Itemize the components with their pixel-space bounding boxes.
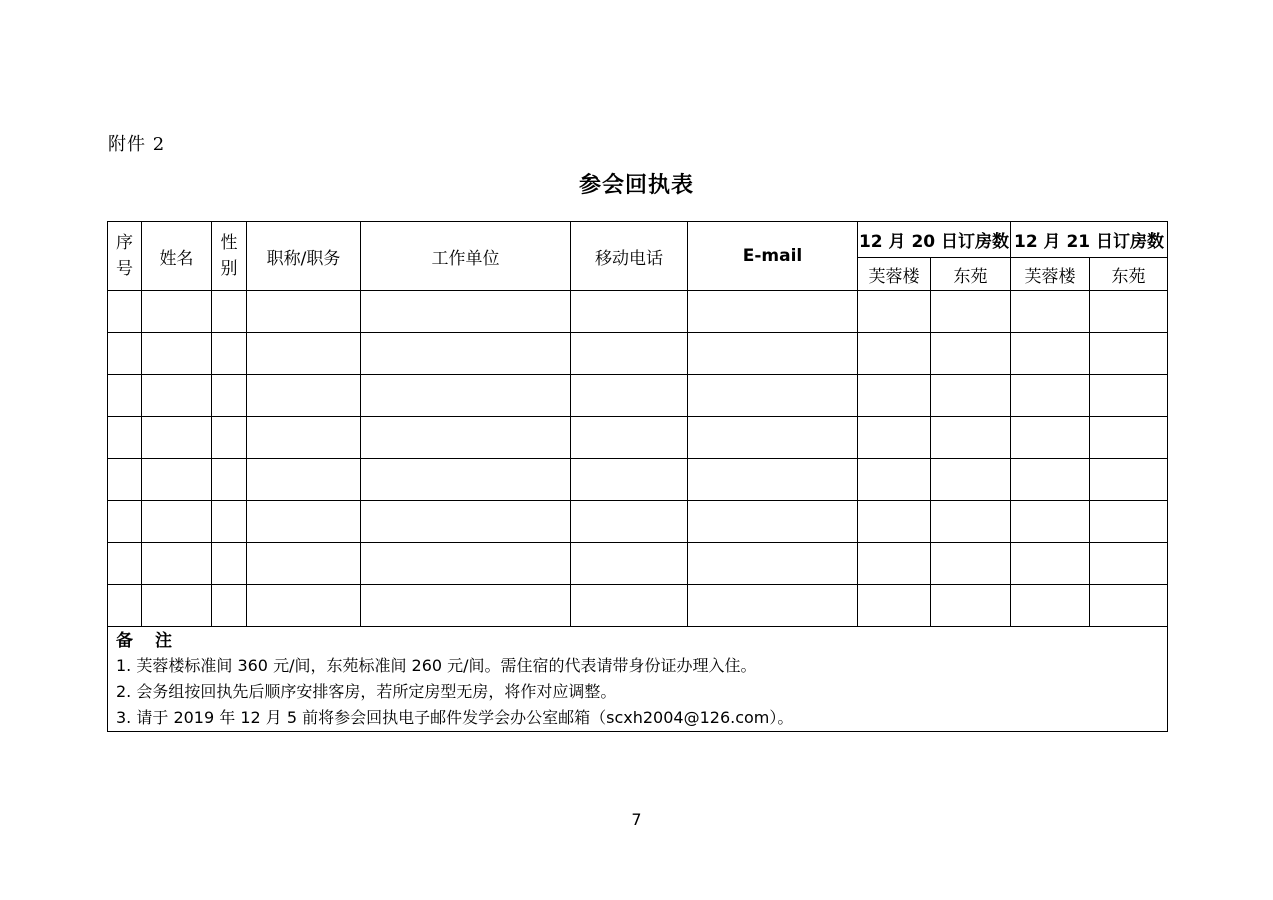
table-cell[interactable] [212,543,247,585]
header-booking-dec20: 12 月 20 日订房数 [858,222,1011,258]
table-cell[interactable] [142,459,212,501]
table-row [108,375,1168,417]
page-number: 7 [631,810,642,829]
notes-cell [108,627,1168,732]
table-cell[interactable] [1090,585,1168,627]
header-email: E-mail [688,222,858,291]
table-cell[interactable] [361,291,571,333]
header-seq [108,222,142,291]
table-cell[interactable] [108,417,142,459]
table-cell[interactable] [247,459,361,501]
table-cell[interactable] [212,585,247,627]
table-cell[interactable] [142,585,212,627]
table-cell[interactable] [1011,375,1090,417]
note-item-3: 3. 请于 2019 年 12 月 5 前将参会回执电子邮件发学会办公室邮箱（scxh2004@126.com）。 [116,708,794,727]
registration-table [107,221,1168,732]
table-cell[interactable] [931,501,1011,543]
table-cell[interactable] [571,291,688,333]
form-title: 参会回执表 [578,173,694,198]
table-cell[interactable] [688,501,858,543]
table-cell[interactable] [931,543,1011,585]
table-row [108,459,1168,501]
table-cell[interactable] [688,459,858,501]
table-cell[interactable] [858,501,931,543]
table-cell[interactable] [108,459,142,501]
header-booking-dec21: 12 月 21 日订房数 [1011,222,1168,258]
table-cell[interactable] [688,417,858,459]
table-cell[interactable] [931,585,1011,627]
table-row [108,417,1168,459]
table-cell[interactable] [212,459,247,501]
table-cell[interactable] [1011,291,1090,333]
table-cell[interactable] [931,417,1011,459]
note-item-1: 1. 芙蓉楼标准间 360 元/间，东苑标准间 260 元/间。需住宿的代表请带身份证办理入住。 [116,656,757,675]
table-cell[interactable] [361,333,571,375]
header-seq-char1: 序 [116,233,133,253]
table-cell[interactable] [931,333,1011,375]
table-cell[interactable] [688,291,858,333]
notes-heading [116,629,1159,653]
table-cell[interactable] [688,333,858,375]
table-cell[interactable] [1090,291,1168,333]
header-gender-char2: 别 [220,259,238,279]
table-cell[interactable] [247,291,361,333]
attachment-label: 附件 2 [108,134,166,155]
table-cell[interactable] [212,417,247,459]
subheader-dec20-furonglou: 芙蓉楼 [858,258,931,291]
table-cell[interactable] [571,585,688,627]
table-cell[interactable] [858,291,931,333]
table-cell[interactable] [571,333,688,375]
table-cell[interactable] [361,543,571,585]
table-row [108,501,1168,543]
table-cell[interactable] [108,291,142,333]
header-gender-char1: 性 [220,233,238,253]
table-cell[interactable] [858,543,931,585]
subheader-dec21-dongyuan: 东苑 [1090,258,1168,291]
table-cell[interactable] [108,501,142,543]
table-cell[interactable] [108,333,142,375]
table-cell[interactable] [142,417,212,459]
table-cell[interactable] [571,417,688,459]
table-cell[interactable] [247,375,361,417]
table-cell[interactable] [1090,375,1168,417]
table-cell[interactable] [212,375,247,417]
table-cell[interactable] [212,501,247,543]
table-cell[interactable] [108,543,142,585]
table-cell[interactable] [858,459,931,501]
table-cell[interactable] [1011,585,1090,627]
table-cell[interactable] [142,375,212,417]
table-cell[interactable] [858,417,931,459]
table-cell[interactable] [1011,333,1090,375]
table-cell[interactable] [108,375,142,417]
header-gender [212,222,247,291]
table-cell[interactable] [361,459,571,501]
table-cell[interactable] [688,585,858,627]
table-cell[interactable] [142,501,212,543]
table-row [108,291,1168,333]
table-cell[interactable] [247,543,361,585]
table-cell[interactable] [247,585,361,627]
table-cell[interactable] [361,585,571,627]
table-cell[interactable] [247,501,361,543]
table-cell[interactable] [247,333,361,375]
table-cell[interactable] [571,543,688,585]
table-cell[interactable] [247,417,361,459]
table-cell[interactable] [1090,501,1168,543]
table-cell[interactable] [108,585,142,627]
table-cell[interactable] [361,375,571,417]
table-cell[interactable] [571,375,688,417]
header-mobile: 移动电话 [571,222,688,291]
table-cell[interactable] [1090,543,1168,585]
table-cell[interactable] [361,501,571,543]
table-cell[interactable] [858,375,931,417]
subheader-dec20-dongyuan: 东苑 [931,258,1011,291]
table-cell[interactable] [142,543,212,585]
table-cell[interactable] [931,291,1011,333]
table-cell[interactable] [858,333,931,375]
table-cell[interactable] [931,375,1011,417]
table-cell[interactable] [1011,417,1090,459]
table-cell[interactable] [1011,459,1090,501]
header-unit: 工作单位 [361,222,571,291]
table-cell[interactable] [1090,333,1168,375]
table-cell[interactable] [688,543,858,585]
table-cell[interactable] [571,501,688,543]
table-cell[interactable] [1011,501,1090,543]
subheader-dec21-furonglou: 芙蓉楼 [1011,258,1090,291]
table-cell[interactable] [212,291,247,333]
table-row [108,543,1168,585]
table-cell[interactable] [858,585,931,627]
table-row [108,585,1168,627]
table-cell[interactable] [212,333,247,375]
table-cell[interactable] [1090,459,1168,501]
table-cell[interactable] [571,459,688,501]
table-row [108,333,1168,375]
header-name: 姓名 [142,222,212,291]
notes-heading-a: 备 [116,631,133,651]
table-cell[interactable] [142,333,212,375]
table-cell[interactable] [142,291,212,333]
table-cell[interactable] [931,459,1011,501]
notes-heading-b: 注 [155,631,172,651]
table-cell[interactable] [688,375,858,417]
table-cell[interactable] [361,417,571,459]
table-cell[interactable] [1011,543,1090,585]
table-cell[interactable] [1090,417,1168,459]
header-position: 职称/职务 [247,222,361,291]
note-item-2: 2. 会务组按回执先后顺序安排客房，若所定房型无房，将作对应调整。 [116,682,617,701]
header-seq-char2: 号 [116,259,133,279]
